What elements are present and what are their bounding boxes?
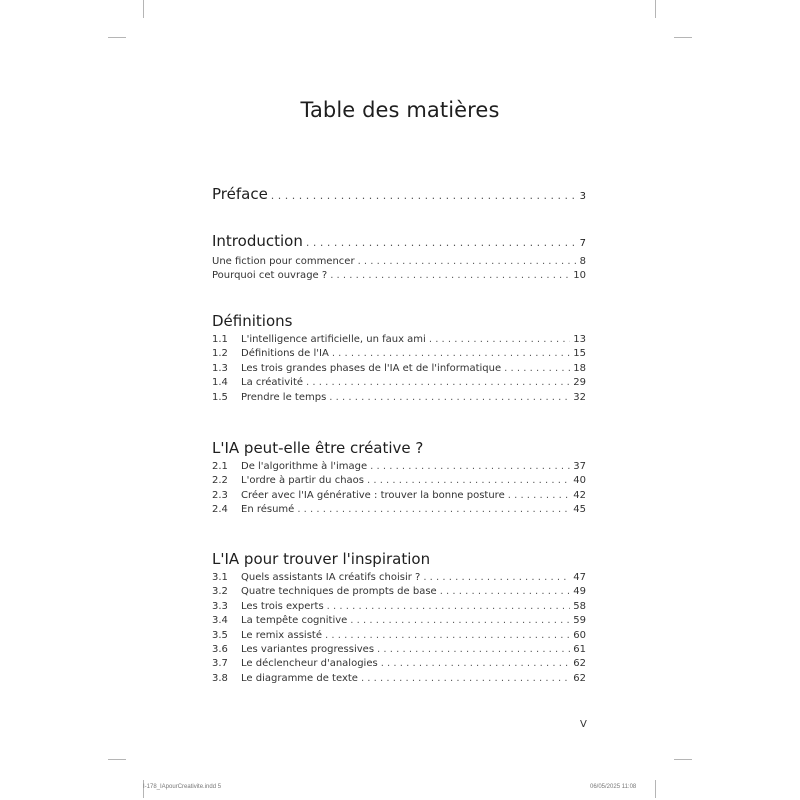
toc-page-number: 60 bbox=[573, 629, 586, 641]
toc-entry-number: 2.2 bbox=[212, 475, 228, 487]
toc-entry-label: Les trois experts bbox=[241, 600, 324, 612]
toc-entry[interactable] bbox=[212, 255, 586, 269]
toc-entry-number: 1.4 bbox=[212, 377, 228, 389]
dot-leader bbox=[325, 629, 570, 643]
toc-entry-number: 2.4 bbox=[212, 504, 228, 516]
toc-page-number: 8 bbox=[579, 256, 586, 267]
dot-leader bbox=[330, 269, 570, 283]
toc-page-number: 29 bbox=[573, 377, 586, 389]
toc-entry-label: De l'algorithme à l'image bbox=[241, 461, 368, 472]
toc-entry-label: La tempête cognitive bbox=[241, 615, 348, 627]
toc-entry-number: 1.3 bbox=[212, 362, 228, 374]
crop-mark-top-left bbox=[143, 0, 144, 18]
toc-entry-label: Créer avec l'IA générative : trouver la bonne posture bbox=[241, 489, 505, 501]
crop-mark-right-bottom bbox=[674, 759, 692, 760]
toc-page-number: 10 bbox=[573, 270, 586, 282]
toc-page-number: 49 bbox=[573, 586, 586, 598]
dot-leader bbox=[429, 333, 570, 347]
toc-entry-number: 3.4 bbox=[212, 615, 228, 627]
toc-entry-label: Quels assistants IA créatifs choisir ? bbox=[241, 572, 421, 583]
dot-leader bbox=[381, 657, 571, 671]
crop-mark-right-top bbox=[674, 37, 692, 38]
toc-entry-number: 3.2 bbox=[212, 586, 228, 598]
dot-leader bbox=[327, 600, 571, 614]
toc-page-number: 61 bbox=[573, 643, 586, 655]
dot-leader bbox=[271, 185, 577, 207]
toc-page-number: 3 bbox=[579, 191, 586, 202]
toc-section-preface bbox=[212, 183, 586, 205]
toc-entry-number: 3.1 bbox=[212, 572, 228, 583]
toc-chapter-3 bbox=[212, 548, 586, 686]
toc-chapter-title[interactable]: L'IA peut-elle être créative ? bbox=[212, 439, 424, 457]
toc-entry-number: 2.3 bbox=[212, 489, 228, 501]
page-title: Table des matières bbox=[300, 98, 500, 122]
toc-entry-number: 3.6 bbox=[212, 643, 228, 655]
toc-entry[interactable] bbox=[212, 347, 586, 361]
toc-entry[interactable] bbox=[212, 643, 586, 657]
toc-entry-label: Le diagramme de texte bbox=[241, 672, 358, 684]
toc-entry[interactable] bbox=[212, 391, 586, 405]
toc-entry[interactable] bbox=[212, 600, 586, 614]
toc-entry-label: L'ordre à partir du chaos bbox=[241, 475, 364, 487]
toc-entry[interactable] bbox=[212, 585, 586, 599]
dot-leader bbox=[508, 489, 571, 503]
toc-chapter-1 bbox=[212, 310, 586, 405]
toc-entry-label: Les trois grandes phases de l'IA et de l'informatique bbox=[241, 362, 502, 374]
toc-entry[interactable] bbox=[212, 474, 586, 488]
toc-page-number: 62 bbox=[573, 658, 586, 670]
toc-entry-label: Prendre le temps bbox=[241, 391, 327, 403]
toc-page-number: 18 bbox=[573, 362, 586, 374]
toc-entry-number: 3.5 bbox=[212, 629, 228, 641]
toc-entry-label: Quatre techniques de prompts de base bbox=[241, 586, 437, 598]
dot-leader bbox=[306, 376, 570, 390]
toc-entry[interactable] bbox=[212, 614, 586, 628]
toc-entry[interactable] bbox=[212, 672, 586, 686]
toc-entry-number: 1.2 bbox=[212, 348, 228, 360]
toc-page-number: 58 bbox=[573, 600, 586, 612]
toc-entry-label: Les variantes progressives bbox=[241, 643, 375, 655]
slug-filename: I-178_IApourCreativite.indd 5 bbox=[143, 784, 222, 790]
dot-leader bbox=[332, 347, 570, 361]
toc-entry-label: La créativité bbox=[241, 377, 304, 389]
toc-entry-label: L'intelligence artificielle, un faux ami bbox=[241, 334, 426, 345]
toc-chapter-title[interactable]: Définitions bbox=[212, 312, 293, 330]
page-folio: V bbox=[580, 719, 587, 730]
toc-page-number: 59 bbox=[573, 615, 586, 627]
toc-entry[interactable] bbox=[212, 571, 586, 585]
toc-page-number: 42 bbox=[573, 489, 586, 501]
toc-page-number: 62 bbox=[573, 672, 586, 684]
dot-leader bbox=[361, 672, 570, 686]
toc-section-heading[interactable] bbox=[212, 230, 586, 252]
dot-leader bbox=[367, 474, 570, 488]
toc-entry[interactable] bbox=[212, 460, 586, 474]
dot-leader bbox=[370, 460, 570, 474]
toc-section-introduction bbox=[212, 230, 586, 284]
toc-entry[interactable] bbox=[212, 657, 586, 671]
toc-entry-label: Le déclencheur d'analogies bbox=[241, 658, 378, 670]
toc-entry[interactable] bbox=[212, 489, 586, 503]
toc-entry[interactable] bbox=[212, 333, 586, 347]
toc-page-number: 47 bbox=[573, 572, 586, 583]
toc-chapter-2 bbox=[212, 437, 586, 518]
toc-page-number: 13 bbox=[573, 334, 586, 345]
toc-page-number: 7 bbox=[579, 238, 586, 249]
crop-mark-top-right bbox=[655, 0, 656, 18]
toc-entry-label: En résumé bbox=[241, 504, 295, 516]
crop-mark-left-top bbox=[108, 37, 126, 38]
dot-leader bbox=[504, 362, 570, 376]
toc-page-number: 15 bbox=[573, 348, 586, 360]
toc-page-number: 45 bbox=[573, 504, 586, 516]
toc-entry[interactable] bbox=[212, 269, 586, 283]
toc-entry-number: 1.1 bbox=[212, 334, 228, 345]
toc-entry[interactable] bbox=[212, 376, 586, 390]
dot-leader bbox=[297, 503, 570, 517]
dot-leader bbox=[358, 255, 577, 269]
toc-page-number: 40 bbox=[573, 475, 586, 487]
toc-section-heading[interactable] bbox=[212, 183, 586, 205]
toc-entry-number: 1.5 bbox=[212, 391, 228, 403]
dot-leader bbox=[306, 232, 577, 254]
toc-entry[interactable] bbox=[212, 503, 586, 517]
dot-leader bbox=[350, 614, 570, 628]
toc-entry-label: Définitions de l'IA bbox=[241, 348, 329, 360]
slug-date: 06/05/2025 11:08 bbox=[590, 784, 637, 790]
toc-entry-number: 3.8 bbox=[212, 672, 228, 684]
toc-section-label: Introduction bbox=[212, 232, 303, 250]
toc-page-number: 37 bbox=[573, 461, 586, 472]
toc-entry-number: 3.3 bbox=[212, 600, 228, 612]
toc-section-label: Préface bbox=[212, 185, 268, 203]
toc-page-number: 32 bbox=[573, 391, 586, 403]
crop-mark-left-bottom bbox=[108, 759, 126, 760]
toc-entry-label: Une fiction pour commencer bbox=[212, 256, 355, 267]
toc-entry[interactable] bbox=[212, 362, 586, 376]
toc-entry-number: 2.1 bbox=[212, 461, 228, 472]
dot-leader bbox=[440, 585, 571, 599]
crop-mark-bottom-right bbox=[655, 780, 656, 798]
dot-leader bbox=[377, 643, 570, 657]
toc-entry-label: Pourquoi cet ouvrage ? bbox=[212, 270, 328, 282]
toc-entry[interactable] bbox=[212, 629, 586, 643]
dot-leader bbox=[329, 391, 570, 405]
dot-leader bbox=[423, 571, 570, 585]
toc-chapter-title[interactable]: L'IA pour trouver l'inspiration bbox=[212, 550, 431, 568]
toc-entry-number: 3.7 bbox=[212, 658, 228, 670]
toc-entry-label: Le remix assisté bbox=[241, 629, 322, 641]
